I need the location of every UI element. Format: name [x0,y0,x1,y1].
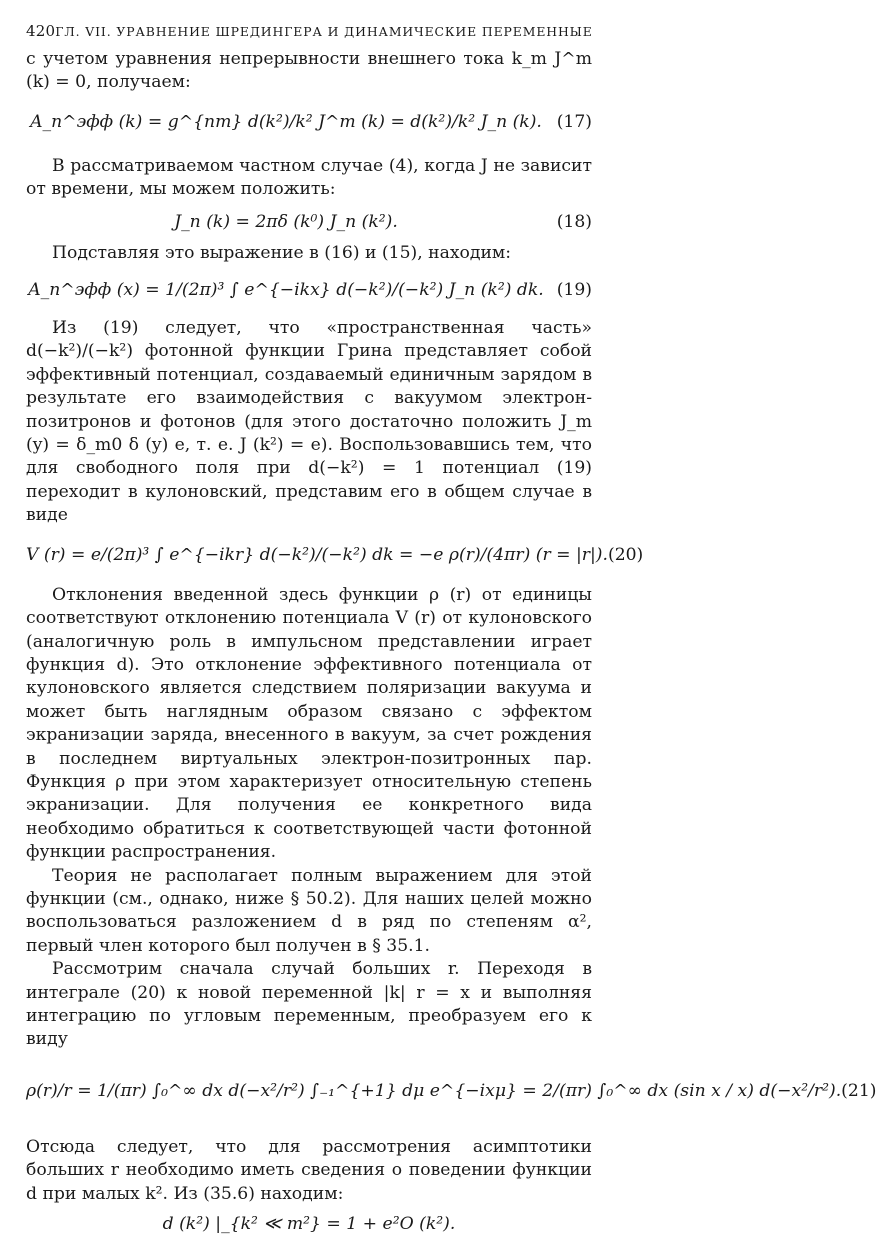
paragraph-7: Рассмотрим сначала случай больших r. Переходя в интеграле (20) к новой переменной |k| r = x и выполняя интеграцию по угловым переменным, преобразуем его к виду [26,959,592,1050]
paragraph-8: Отсюда следует, что для рассмотрения асимптотики больших r необходимо иметь сведения о поведении функции d при малых k². Из (35.6) находим: [26,1136,592,1204]
equation-18-body: J_n (k) = 2πδ (k⁰) J_n (k²). [174,211,398,232]
equation-19-body: A_n^эфф (x) = 1/(2π)³ ∫ e^{−ikx} d(−k²)/(−k²) J_n (k²) dk. [28,280,544,301]
running-title: ГЛ. VII. УРАВНЕНИЕ ШРЕДИНГЕРА И ДИНАМИЧЕСКИЕ ПЕРЕМЕННЫЕ [55,24,593,39]
equation-17 [26,99,592,145]
equation-21-number: (21) [841,1080,876,1101]
equation-18-number: (18) [556,211,592,232]
paragraph-4: Из (19) следует, что «пространственная часть» d(−k²)/(−k²) фотонной функции Грина представляет собой эффективный потенциал, создаваемый единичным зарядом в результате его взаимодействия с вакуумом электрон-позитронов и фотонов (для этого достаточно положить J_m (y) = δ_m0 δ (y) e, т. е. J (k²) = e). Воспользовавшись тем, что для свободного поля при d(−k²) = 1 потенциал (19) переходит в кулоновский, представим его в общем случае в виде [26,318,592,526]
equation-20-body: V (r) = e/(2π)³ ∫ e^{−ikr} d(−k²)/(−k²) dk = −e ρ(r)/(4πr) (r = |r|). [26,544,608,565]
page-number: 420 [26,22,56,40]
paragraph-2: В рассматриваемом частном случае (4), когда J не зависит от времени, мы можем положить: [26,155,592,200]
paragraph-1: с учетом уравнения непрерывности внешнего тока k_m J^m (k) = 0, получаем: [26,49,592,93]
equation-21 [26,1058,876,1124]
page-header [26,22,592,48]
equation-20-number: (20) [607,544,644,565]
paragraph-6: Теория не располагает полным выражением для этой функции (см., однако, ниже § 50.2). Для наших целей можно воспользоваться разложением d в ряд по степеням α², первый член которого был получен в § 35.1. [26,865,592,956]
equation-17-number: (17) [556,111,592,132]
equation-20 [26,530,644,580]
equation-final [26,1206,592,1242]
book-page [26,22,876,1242]
equation-19 [26,265,592,315]
equation-final-body: d (k²) |_{k² ≪ m²} = 1 + e²O (k²). [162,1214,456,1235]
equation-17-body: A_n^эфф (k) = g^{nm} d(k²)/k² J^m (k) = d(k²)/k² J_n (k). [30,111,542,132]
paragraph-5: Отклонения введенной здесь функции ρ (r) от единицы соответствуют отклонению потенциала V (r) от кулоновского (аналогичную роль в импульсном представлении играет функция d). Это отклонение эффективного потенциала от кулоновского является следствием поляризации вакуума и может быть наглядным образом связано с эффектом экранизации заряда, внесенного в вакуум, за счет рождения в последнем виртуальных электрон-позитронных пар. Функция ρ при этом характеризует относительную степень экранизации. Для получения ее конкретного вида необходимо обратиться к соответствующей части фотонной функции распространения. [26,584,592,863]
equation-21-body: ρ(r)/r = 1/(πr) ∫₀^∞ dx d(−x²/r²) ∫₋₁^{+1} dμ e^{−ixμ} = 2/(πr) ∫₀^∞ dx (sin x / x) d(−x²/r²). [26,1080,842,1101]
equation-19-number: (19) [556,280,592,301]
paragraph-3: Подставляя это выражение в (16) и (15), находим: [52,242,512,263]
equation-18 [26,202,592,242]
